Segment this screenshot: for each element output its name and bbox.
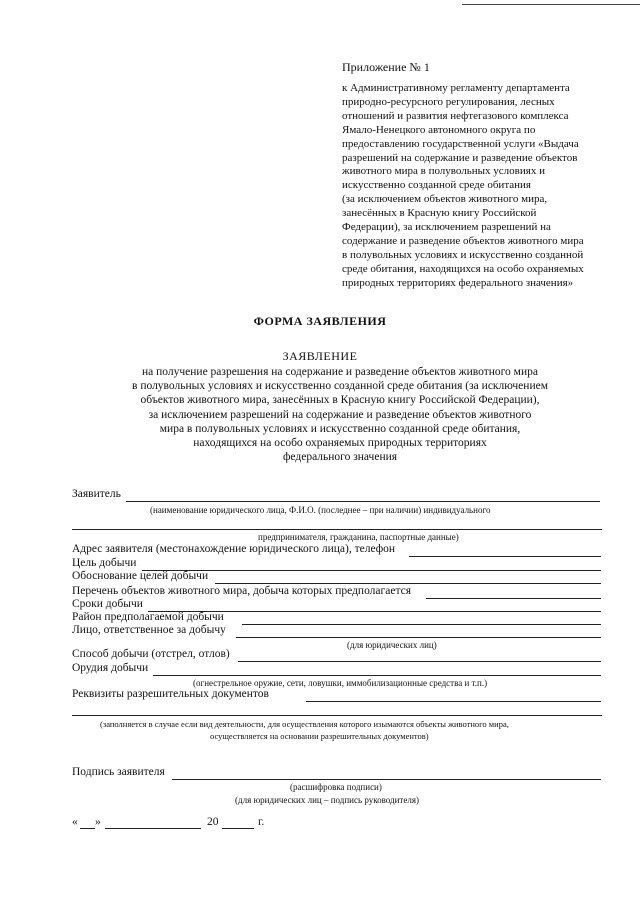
date-day-field[interactable] xyxy=(80,828,95,829)
signature-field[interactable] xyxy=(172,779,601,780)
application-title: ЗАЯВЛЕНИЕ xyxy=(282,349,358,363)
appendix-line: природных территориях федерального значения» xyxy=(342,276,574,289)
applicant-hint-1: (наименование юридического лица, Ф.И.О. (последнее – при наличии) индивидуального xyxy=(150,505,491,515)
signature-hint-1: (расшифровка подписи) xyxy=(290,782,382,792)
tools-label: Орудия добычи xyxy=(72,662,149,674)
applicant-field[interactable] xyxy=(126,501,600,502)
objects-label: Перечень объектов животного мира, добыча которых предполагается xyxy=(72,585,411,597)
address-field[interactable] xyxy=(409,556,601,557)
applicant-field-2[interactable] xyxy=(72,529,602,530)
appendix-title: Приложение № 1 xyxy=(342,60,430,74)
top-edge-line xyxy=(462,4,640,5)
signature-hint-2: (для юридических лиц – подпись руководителя) xyxy=(235,795,419,805)
date-close-quote: » xyxy=(95,816,101,828)
responsible-hint: (для юридических лиц) xyxy=(347,640,437,650)
objects-field[interactable] xyxy=(426,598,601,599)
date-year-prefix: 20 xyxy=(207,816,219,828)
appendix-text xyxy=(342,82,612,291)
application-line: в полувольных условиях и искусственно созданной среде обитания (за исключением xyxy=(132,380,548,393)
area-field[interactable] xyxy=(242,624,601,625)
application-line: за исключением разрешений на содержание и разведение объектов животного xyxy=(148,408,532,421)
appendix-line: занесённых в Красную книгу Российской xyxy=(342,207,537,220)
terms-label: Сроки добычи xyxy=(72,598,143,610)
appendix-line: к Административному регламенту департамента xyxy=(342,82,570,94)
purpose-label: Цель добычи xyxy=(72,557,137,569)
area-label: Район предполагаемой добычи xyxy=(72,611,224,623)
justification-label: Обоснование целей добычи xyxy=(72,570,209,582)
application-line: мира в полувольных условиях и искусственно созданной среде обитания, xyxy=(159,422,521,435)
appendix-line: Ямало-Ненецкого автономного округа по xyxy=(342,123,536,136)
address-label: Адрес заявителя (местонахождение юридического лица), телефон xyxy=(72,543,396,555)
appendix-line: природно-ресурсного регулирования, лесных xyxy=(342,95,555,108)
appendix-line: содержание и разведение объектов животного мира xyxy=(342,234,584,247)
responsible-label: Лицо, ответственное за добычу xyxy=(72,624,226,636)
method-label: Способ добычи (отстрел, отлов) xyxy=(72,648,230,660)
justification-field[interactable] xyxy=(215,583,601,584)
form-heading: ФОРМА ЗАЯВЛЕНИЯ xyxy=(253,314,387,328)
application-description xyxy=(60,365,620,464)
appendix-line: искусственно созданной среде обитания xyxy=(342,179,531,192)
tools-field[interactable] xyxy=(153,675,601,676)
tools-hint: (огнестрельное оружие, сети, ловушки, иммобилизационные средства и т.п.) xyxy=(193,678,488,688)
date-open-quote: « xyxy=(72,816,78,828)
application-line: находящихся на особо охраняемых природных территориях xyxy=(193,437,487,450)
appendix-line: предоставлению государственной услуги «Выдача xyxy=(342,137,579,150)
appendix-line: отношений и развития нефтегазового комплекса xyxy=(342,109,569,122)
appendix-line: среде обитания, находящихся на особо охраняемых xyxy=(342,262,584,275)
application-line: федерального значения xyxy=(282,451,398,464)
permits-field[interactable] xyxy=(306,701,601,702)
signature-label: Подпись заявителя xyxy=(72,766,165,778)
permits-hint-1: (заполняется в случае если вид деятельности, для осуществления которого изымаются объекты животного мира, xyxy=(100,719,509,729)
date-month-field[interactable] xyxy=(105,828,201,829)
appendix-line: в полувольных условиях и искусственно созданной xyxy=(342,248,584,261)
permits-label: Реквизиты разрешительных документов xyxy=(72,688,269,700)
purpose-field[interactable] xyxy=(142,570,601,571)
date-year-field[interactable] xyxy=(222,828,254,829)
permits-field-2[interactable] xyxy=(72,715,602,716)
permits-hint-2: осуществляется на основании разрешительных документов) xyxy=(210,731,429,741)
applicant-label: Заявитель xyxy=(72,488,121,500)
application-line: объектов животного мира, занесённых в Красную книгу Российской Федерации), xyxy=(140,394,540,407)
date-year-suffix: г. xyxy=(258,816,265,828)
application-line: на получение разрешения на содержание и разведение объектов животного мира xyxy=(142,366,538,378)
applicant-hint-2: предпринимателя, гражданина, паспортные данные) xyxy=(258,532,459,542)
responsible-field[interactable] xyxy=(236,637,601,638)
appendix-line: (за исключением объектов животного мира, xyxy=(342,193,548,206)
appendix-line: разрешений на содержание и разведение объектов xyxy=(342,151,578,164)
method-field[interactable] xyxy=(238,661,601,662)
appendix-line: Федерации), за исключением разрешений на xyxy=(342,221,551,234)
appendix-line: животного мира в полувольных условиях и xyxy=(342,165,545,178)
